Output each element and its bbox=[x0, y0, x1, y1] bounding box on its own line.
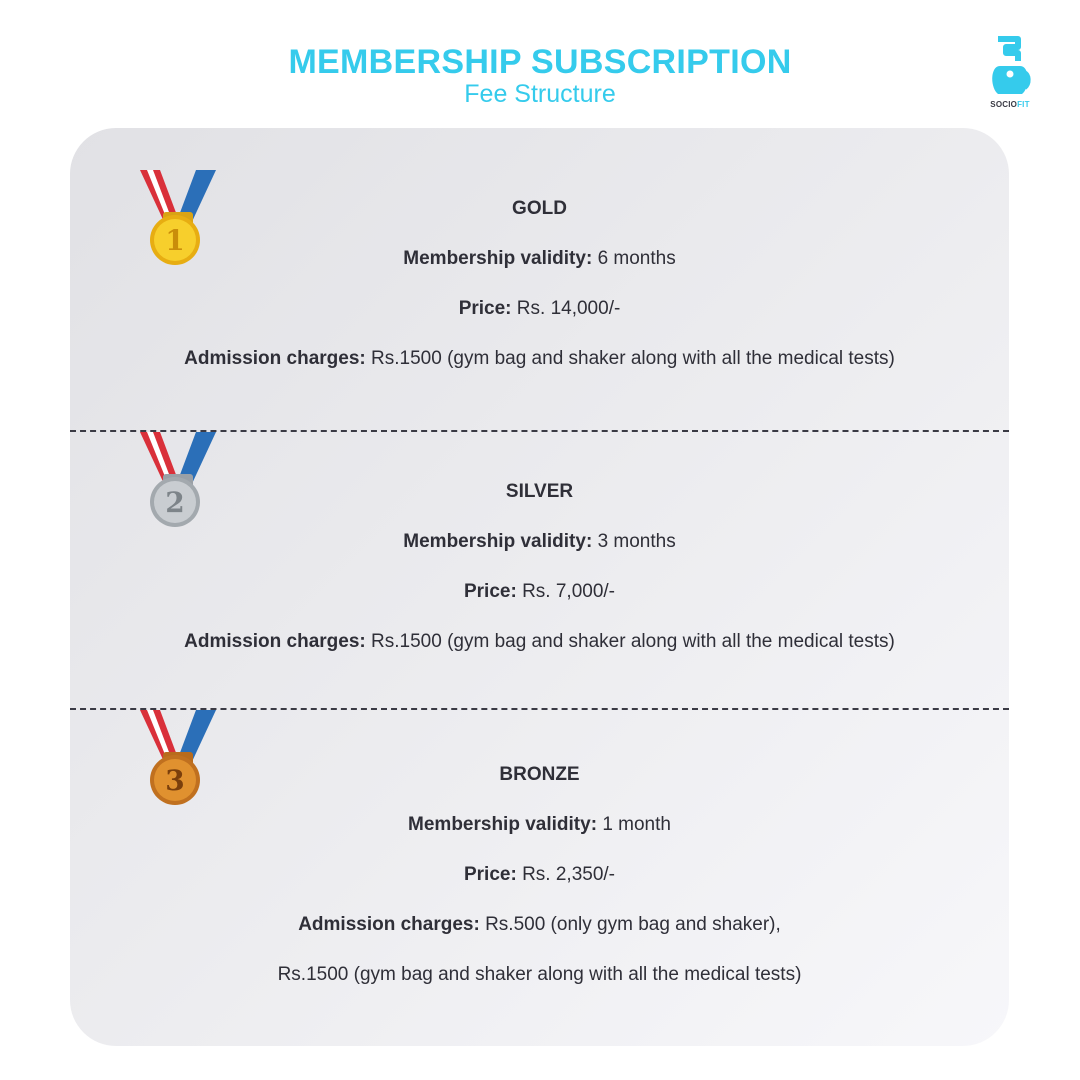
tier-admission-continued: Rs.1500 (gym bag and shaker along with all the medical tests) bbox=[277, 964, 802, 985]
brand-logo-text: SOCIOFIT bbox=[990, 100, 1030, 109]
svg-text:3: 3 bbox=[165, 764, 185, 797]
tier-validity: Membership validity: 1 month bbox=[408, 814, 671, 835]
membership-card bbox=[70, 128, 1009, 1046]
tier-price: Price: Rs. 14,000/- bbox=[458, 298, 621, 319]
tier-validity: Membership validity: 6 months bbox=[403, 248, 676, 269]
tier-price: Price: Rs. 2,350/- bbox=[463, 864, 616, 885]
svg-text:2: 2 bbox=[165, 486, 185, 519]
tier-validity: Membership validity: 3 months bbox=[403, 531, 676, 552]
page-subtitle: Fee Structure bbox=[464, 80, 616, 108]
svg-text:1: 1 bbox=[165, 224, 185, 257]
tier-admission: Admission charges: Rs.1500 (gym bag and shaker along with all the medical tests) bbox=[184, 631, 895, 652]
tier-name: BRONZE bbox=[499, 764, 580, 785]
page-header bbox=[0, 42, 1080, 108]
brand-logo bbox=[988, 36, 1032, 110]
tier-name: SILVER bbox=[505, 481, 574, 502]
tier-name: GOLD bbox=[512, 198, 567, 219]
tier-admission: Admission charges: Rs.1500 (gym bag and shaker along with all the medical tests) bbox=[184, 348, 895, 369]
kettlebell-logo-icon bbox=[988, 36, 1032, 100]
tier-price: Price: Rs. 7,000/- bbox=[463, 581, 616, 602]
page-title: MEMBERSHIP SUBSCRIPTION bbox=[288, 43, 792, 81]
tier-admission: Admission charges: Rs.500 (only gym bag and shaker), bbox=[298, 914, 781, 935]
